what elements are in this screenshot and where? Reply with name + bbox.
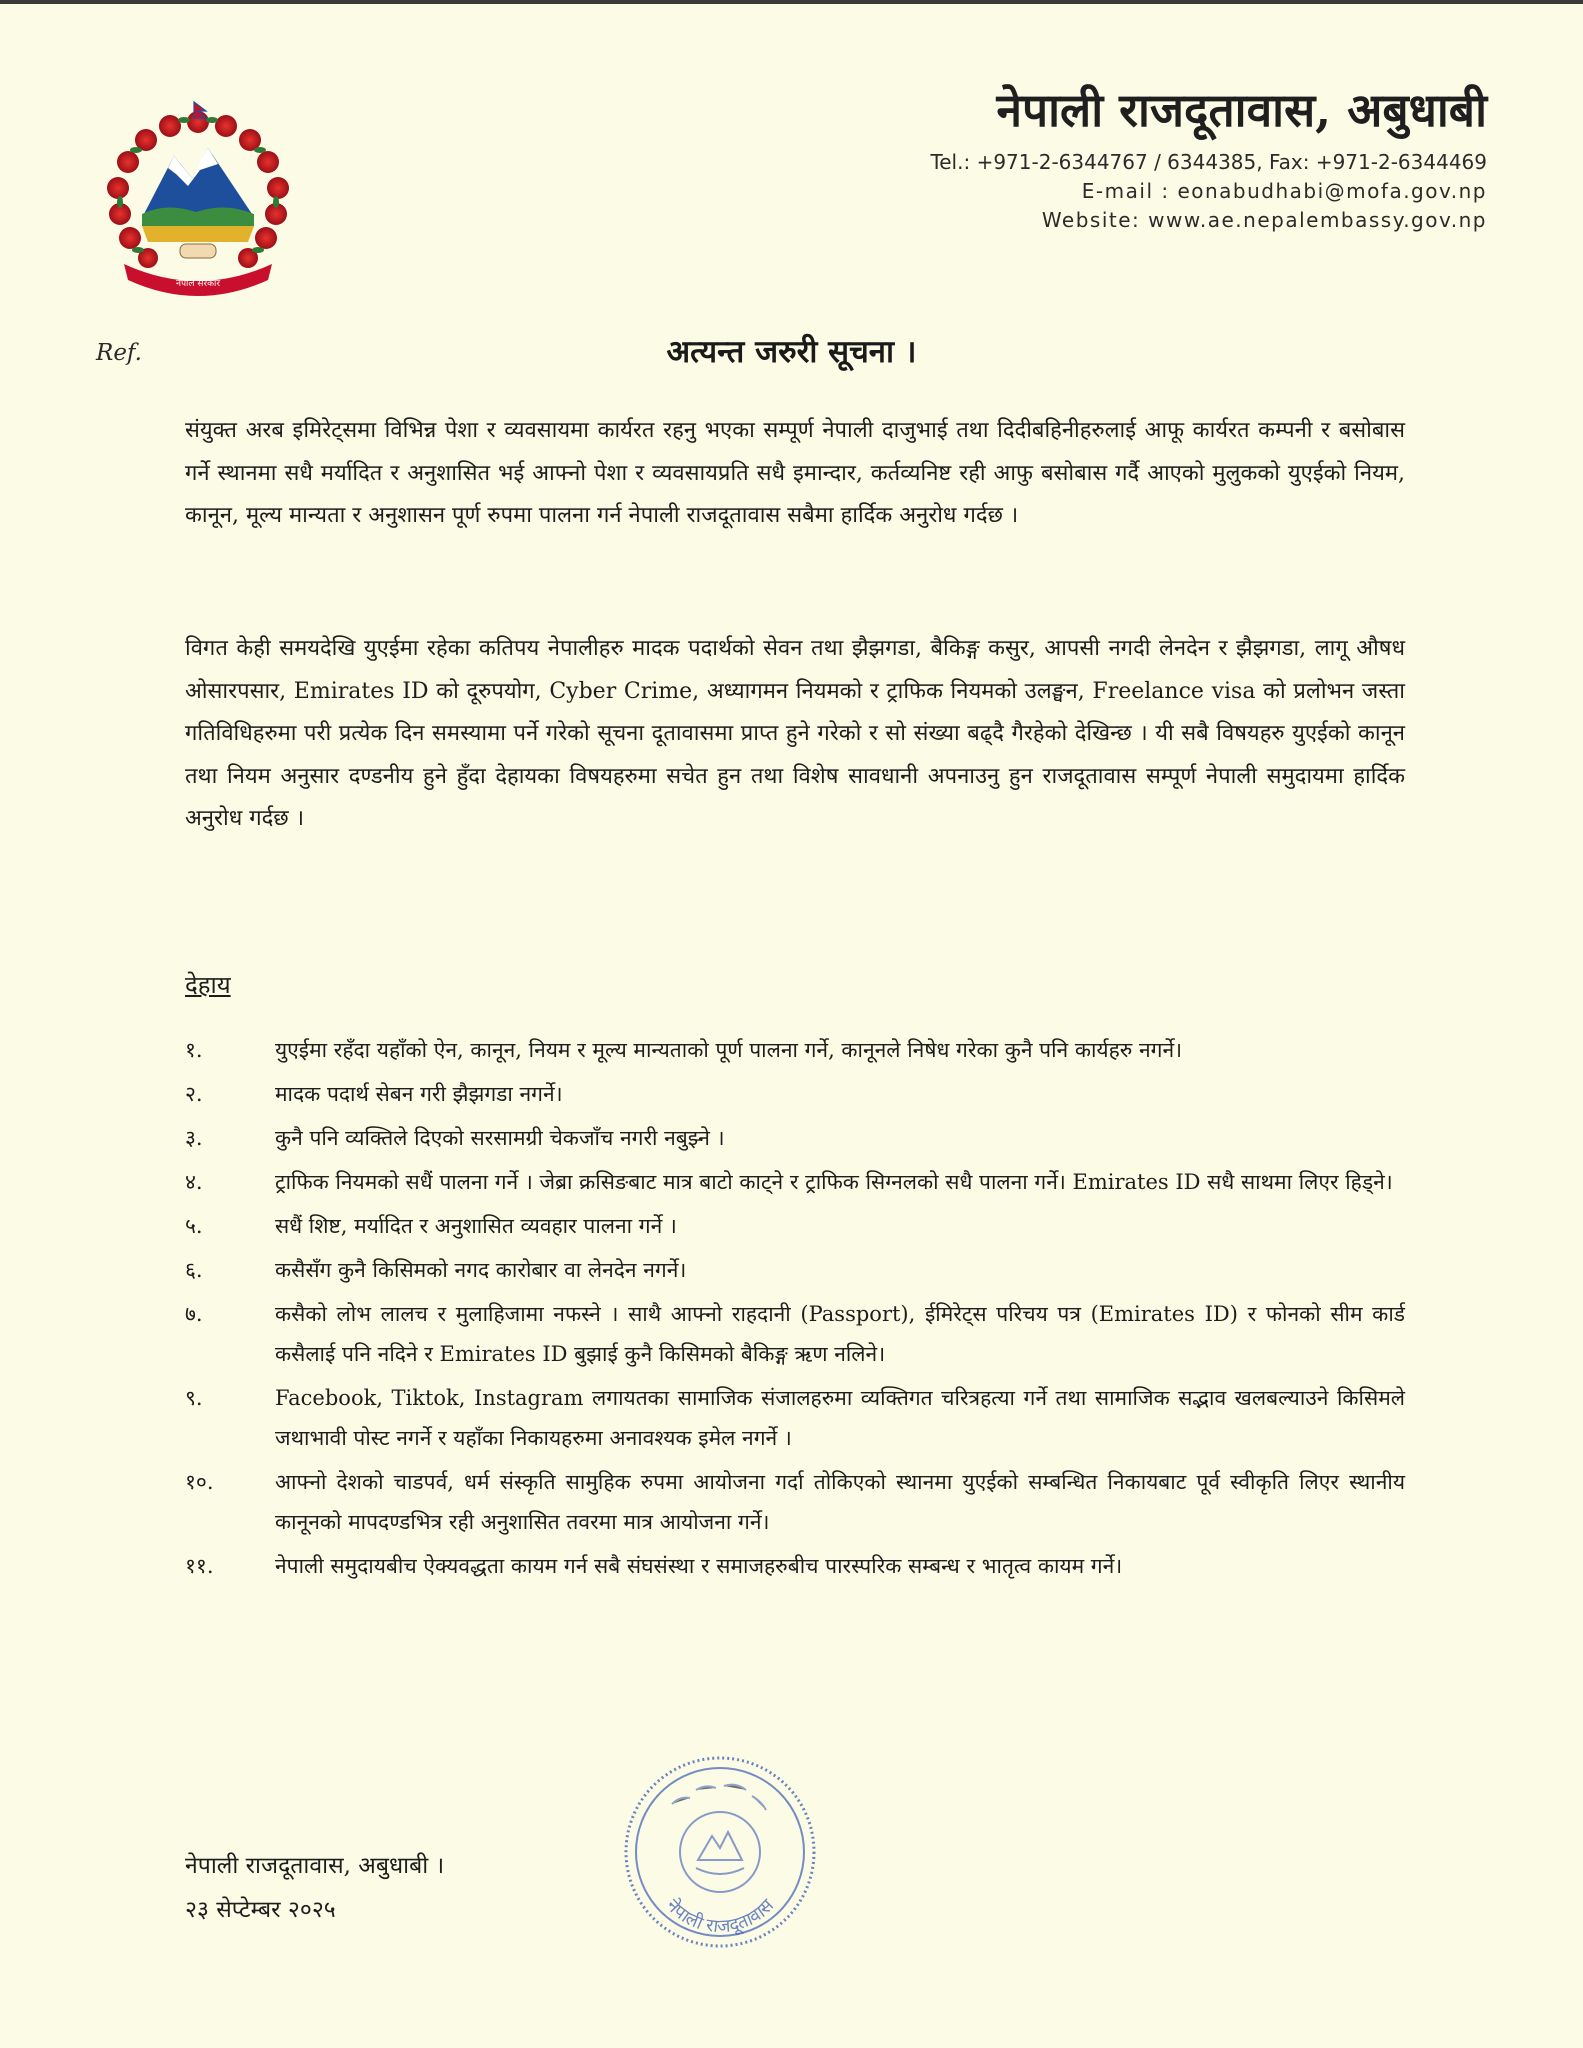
top-border-line xyxy=(0,0,1583,4)
reference-label: Ref. xyxy=(96,340,142,366)
embassy-name-heading: नेपाली राजदूतावास, अबुधाबी xyxy=(996,83,1487,137)
list-item-number: १. xyxy=(185,1038,203,1062)
telephone-fax-line: Tel.: +971-2-6344767 / 6344385, Fax: +971-2-6344469 xyxy=(930,150,1487,174)
website-line: Website: www.ae.nepalembassy.gov.np xyxy=(1041,208,1487,232)
list-item-number: २. xyxy=(185,1082,203,1106)
notice-title: अत्यन्त जरुरी सूचना । xyxy=(666,334,917,370)
list-item xyxy=(185,1294,1405,1374)
list-heading: देहाय xyxy=(185,971,231,999)
list-item-text: Facebook, Tiktok, Instagram लगायतका सामाजिक संजालहरुमा व्यक्तिगत चरित्रहत्या गर्ने तथा सामाजिक सद्भाव खलबल्याउने किसिमले जथाभावी पोस्ट नगर्ने र यहाँका निकायहरुमा अनावश्यक इमेल नगर्ने । xyxy=(275,1386,1405,1450)
letterhead-contact-block xyxy=(927,78,1487,235)
signatory-line: नेपाली राजदूतावास, अबुधाबी । xyxy=(185,1853,445,1879)
nepal-emblem-logo xyxy=(96,98,300,298)
list-item-text: कसैसँग कुनै किसिमको नगद कारोबार वा लेनदेन नगर्ने। xyxy=(275,1258,687,1282)
list-item-text: कसैको लोभ लालच र मुलाहिजामा नफस्ने । साथै आफ्नो राहदानी (Passport), ईमिरेट्स परिचय पत्र (Emirates ID) र फोनको सीम कार्ड कसैलाई पनि नदिने र Emirates ID बुझाई कुनै किसिमको बैकिङ्ग ऋण नलिने। xyxy=(275,1302,1405,1366)
svg-text:नेपाली राजदूतावास xyxy=(662,1895,779,1938)
list-item-text: नेपाली समुदायबीच ऐक्यवद्धता कायम गर्न सबै संघसंस्था र समाजहरुबीच पारस्परिक सम्बन्ध र भातृत्व कायम गर्ने। xyxy=(275,1554,1123,1578)
list-item-number: १०. xyxy=(185,1470,214,1494)
notice-date: २३ सेप्टेम्बर २०२५ xyxy=(185,1897,336,1923)
list-item-text: आफ्नो देशको चाडपर्व, धर्म संस्कृति सामुहिक रुपमा आयोजना गर्दा तोकिएको स्थानमा युएईको सम्बन्धित निकायबाट पूर्व स्वीकृति लिएर स्थानीय कानूनको मापदण्डभित्र रही अनुशासित तवरमा मात्र आयोजना गर्ने। xyxy=(275,1470,1405,1534)
list-item-text: सधैं शिष्ट, मर्यादित र अनुशासित व्यवहार पालना गर्ने । xyxy=(275,1214,677,1238)
list-item-number: ३. xyxy=(185,1126,203,1150)
list-item-number: ६. xyxy=(185,1258,203,1282)
list-item xyxy=(185,1250,1405,1290)
svg-text:नेपाल सरकार: नेपाल सरकार xyxy=(175,279,221,289)
list-item-number: ४. xyxy=(185,1170,203,1194)
list-item-text: मादक पदार्थ सेबन गरी झैझगडा नगर्ने। xyxy=(275,1082,563,1106)
list-item xyxy=(185,1206,1405,1246)
list-item-number: ११. xyxy=(185,1554,214,1578)
seal-text: नेपाली राजदूतावास xyxy=(661,1895,779,1938)
warning-paragraph: विगत केही समयदेखि युएईमा रहेका कतिपय नेपालीहरु मादक पदार्थको सेवन तथा झैझगडा, बैकिङ्ग कसुर, आपसी नगदी लेनदेन र झैझगडा, लागू औषध ओसारपसार, Emirates ID को दूरुपयोग, Cyber Crime, अध्यागमन नियमको र ट्राफिक नियमको उलङ्घन, Freelance visa को प्रलोभन जस्ता गतिविधिहरुमा परी प्रत्येक दिन समस्यामा पर्ने गरेको सूचना दूतावासमा प्राप्त हुने गरेको र सो संख्या बढ्दै गैरहेको देखिन्छ । यी सबै विषयहरु युएईको कानून तथा नियम अनुसार दण्डनीय हुने हुँदा देहायका विषयहरुमा सचेत हुन तथा विशेष सावधानी अपनाउनु हुन राजदूतावास सम्पूर्ण नेपाली समुदायमा हार्दिक अनुरोध गर्दछ । xyxy=(185,636,1405,831)
list-item-number: ५. xyxy=(185,1214,203,1238)
list-item-text: युएईमा रहँदा यहाँको ऐन, कानून, नियम र मूल्य मान्यताको पूर्ण पालना गर्ने, कानूनले निषेध गरेका कुनै पनि कार्यहरु नगर्ने। xyxy=(275,1038,1183,1062)
email-line: E-mail : eonabudhabi@mofa.gov.np xyxy=(1081,179,1487,203)
list-item-text: कुनै पनि व्यक्तिले दिएको सरसामग्री चेकजाँच नगरी नबुझ्ने । xyxy=(275,1126,725,1150)
intro-paragraph: संयुक्त अरब इमिरेट्समा विभिन्न पेशा र व्यवसायमा कार्यरत रहनु भएका सम्पूर्ण नेपाली दाजुभाई तथा दिदीबहिनीहरुलाई आफू कार्यरत कम्पनी र बसोबास गर्ने स्थानमा सधै मर्यादित र अनुशासित भई आफ्नो पेशा र व्यवसायप्रति सधै इमान्दार, कर्तव्यनिष्ट रही आफु बसोबास गर्दै आएको मुलुकको युएईको नियम, कानून, मूल्य मान्यता र अनुशासन पूर्ण रुपमा पालना गर्न नेपाली राजदूतावास सबैमा हार्दिक अनुरोध गर्दछ । xyxy=(185,418,1405,528)
list-item xyxy=(185,1546,1405,1586)
list-item xyxy=(185,1074,1405,1114)
list-item xyxy=(185,1118,1405,1158)
list-item xyxy=(185,1162,1405,1202)
list-item-number: ९. xyxy=(185,1386,203,1410)
instruction-list xyxy=(185,1030,1405,1590)
list-item-text: ट्राफिक नियमको सधैं पालना गर्ने । जेब्रा क्रसिङबाट मात्र बाटो काट्ने र ट्राफिक सिग्नलको सधै पालना गर्ने। Emirates ID सधै साथमा लिएर हिड्ने। xyxy=(275,1170,1393,1194)
list-item xyxy=(185,1462,1405,1542)
list-item xyxy=(185,1378,1405,1458)
list-item xyxy=(185,1030,1405,1070)
embassy-seal-stamp xyxy=(620,1752,820,1952)
list-item-number: ७. xyxy=(185,1302,203,1326)
